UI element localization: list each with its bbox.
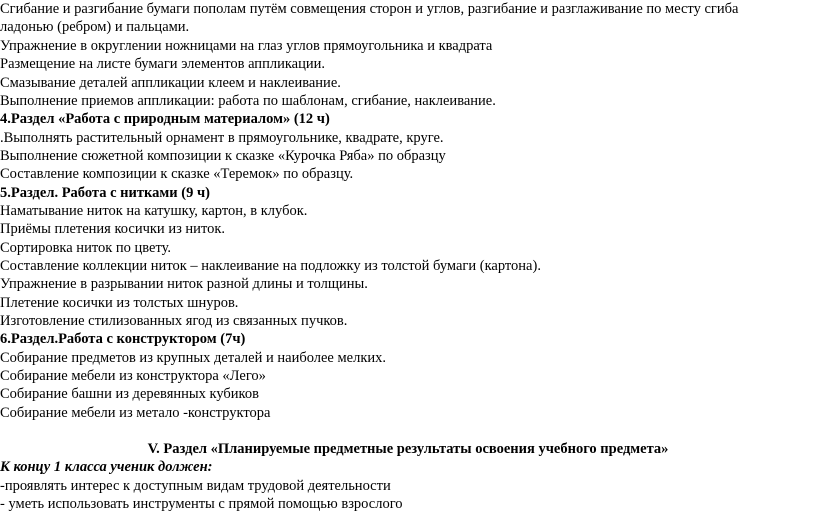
text-line: Составление композиции к сказке «Теремок» по образцу. bbox=[0, 166, 354, 182]
text-line: Упражнение в округлении ножницами на глаз углов прямоугольника и квадрата bbox=[0, 38, 493, 54]
text-line: Плетение косички из толстых шнуров. bbox=[0, 295, 239, 311]
text-line: Собирание мебели из метало -конструктора bbox=[0, 405, 271, 421]
outcome-line: -проявлять интерес к доступным видам трудовой деятельности bbox=[0, 478, 391, 494]
text-line: .Выполнять растительный орнамент в прямоугольнике, квадрате, круге. bbox=[0, 130, 444, 146]
outcome-line: - уметь использовать инструменты с прямой помощью взрослого bbox=[0, 496, 403, 512]
text-line: Смазывание деталей аппликации клеем и наклеивание. bbox=[0, 75, 341, 91]
text-line: ладонью (ребром) и пальцами. bbox=[0, 19, 190, 35]
section-4-heading: 4.Раздел «Работа с природным материалом» (12 ч) bbox=[0, 111, 330, 127]
text-line: Выполнение приемов аппликации: работа по шаблонам, сгибание, наклеивание. bbox=[0, 93, 496, 109]
section-5-heading: 5.Раздел. Работа с нитками (9 ч) bbox=[0, 185, 210, 201]
text-line: Собирание башни из деревянных кубиков bbox=[0, 386, 259, 402]
section-6-heading: 6.Раздел.Работа с конструктором (7ч) bbox=[0, 331, 246, 347]
text-line: Наматывание ниток на катушку, картон, в клубок. bbox=[0, 203, 308, 219]
text-line: Собирание предметов из крупных деталей и наиболее мелких. bbox=[0, 350, 387, 366]
text-line: Собирание мебели из конструктора «Лего» bbox=[0, 368, 266, 384]
grade-heading: К концу 1 класса ученик должен: bbox=[0, 459, 213, 475]
text-line: Приёмы плетения косички из ниток. bbox=[0, 221, 226, 237]
text-line: Сортировка ниток по цвету. bbox=[0, 240, 172, 256]
text-line: Размещение на листе бумаги элементов аппликации. bbox=[0, 56, 325, 72]
text-line: Упражнение в разрывании ниток разной длины и толщины. bbox=[0, 276, 368, 292]
text-line: Составление коллекции ниток – наклеивание на подложку из толстой бумаги (картона). bbox=[0, 258, 541, 274]
text-line: Выполнение сюжетной композиции к сказке «Курочка Ряба» по образцу bbox=[0, 148, 446, 164]
text-line: Сгибание и разгибание бумаги пополам путём совмещения сторон и углов, разгибание и разглаживание по месту сгиба bbox=[0, 1, 739, 17]
text-line: Изготовление стилизованных ягод из связанных пучков. bbox=[0, 313, 348, 329]
section-v-heading: V. Раздел «Планируемые предметные результаты освоения учебного предмета» bbox=[147, 441, 669, 457]
